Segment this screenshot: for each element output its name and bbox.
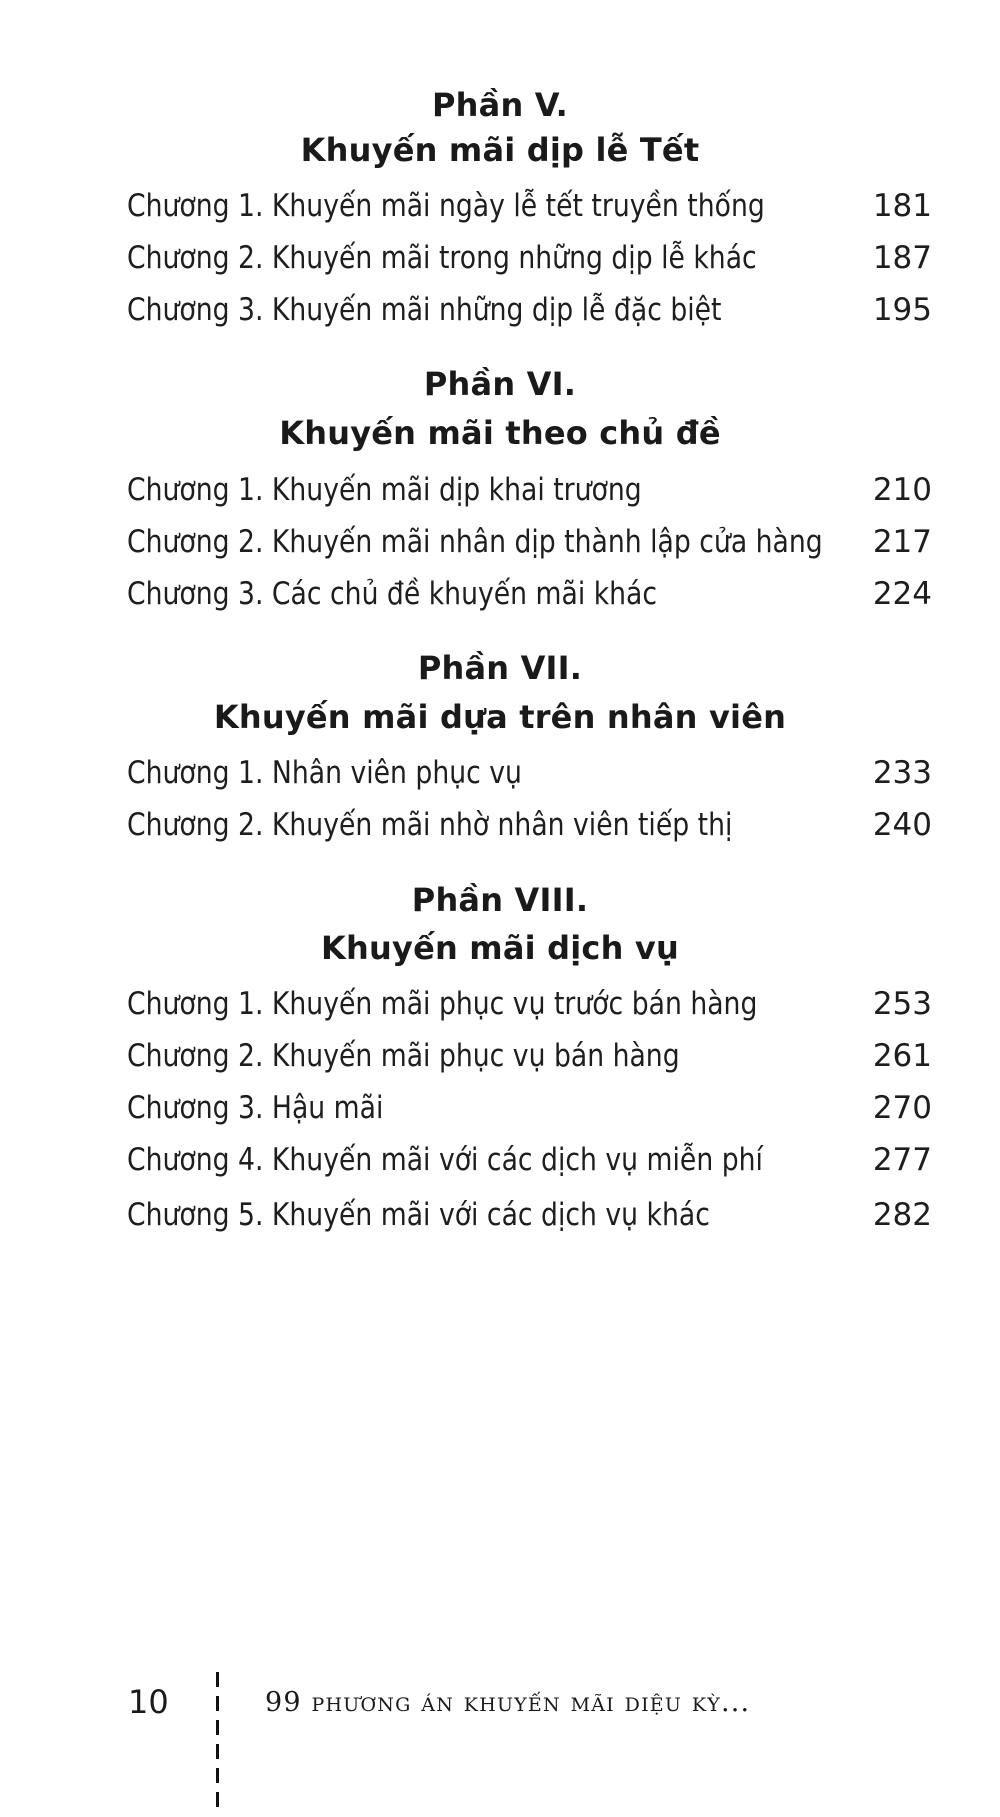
toc-entry[interactable] xyxy=(127,472,932,516)
toc-entry-label: Chương 3. Khuyến mãi những dịp lễ đặc biệt xyxy=(127,292,722,328)
toc-entry-label: Chương 1. Khuyến mãi dịp khai trương xyxy=(127,472,642,508)
toc-entry-label: Chương 4. Khuyến mãi với các dịch vụ miễn phí xyxy=(127,1142,763,1178)
toc-entry[interactable] xyxy=(127,240,932,284)
toc-entry-label: Chương 1. Khuyến mãi phục vụ trước bán hàng xyxy=(127,986,758,1022)
toc-entry-label: Chương 2. Khuyến mãi phục vụ bán hàng xyxy=(127,1038,680,1074)
toc-entry-page: 240 xyxy=(872,807,932,843)
toc-entry[interactable] xyxy=(127,807,932,851)
toc-entry-label: Chương 1. Nhân viên phục vụ xyxy=(127,755,522,791)
part-8-subtitle: Khuyến mãi dịch vụ xyxy=(321,929,679,967)
toc-entry-page: 181 xyxy=(872,188,932,224)
toc-entry[interactable] xyxy=(127,986,932,1030)
toc-entry[interactable] xyxy=(127,576,932,620)
toc-entry[interactable] xyxy=(127,1197,932,1241)
toc-entry-page: 277 xyxy=(872,1142,932,1178)
toc-entry[interactable] xyxy=(127,1038,932,1082)
toc-entry-label: Chương 5. Khuyến mãi với các dịch vụ khác xyxy=(127,1197,710,1233)
toc-entry-page: 233 xyxy=(872,755,932,791)
toc-entry-page: 217 xyxy=(872,524,932,560)
running-book-title: 99 phương án khuyến mãi diệu kỳ... xyxy=(265,1687,751,1718)
page-number: 10 xyxy=(128,1683,169,1721)
toc-entry[interactable] xyxy=(127,292,932,336)
toc-entry-label: Chương 2. Khuyến mãi trong những dịp lễ khác xyxy=(127,240,757,276)
toc-entry-label: Chương 2. Khuyến mãi nhờ nhân viên tiếp thị xyxy=(127,807,733,843)
part-7-subtitle: Khuyến mãi dựa trên nhân viên xyxy=(213,698,787,736)
toc-entry[interactable] xyxy=(127,188,932,232)
toc-entry-page: 224 xyxy=(872,576,932,612)
toc-entry-page: 282 xyxy=(872,1197,932,1233)
part-5-title: Phần V. xyxy=(432,86,568,124)
toc-entry[interactable] xyxy=(127,1142,932,1186)
part-7-title: Phần VII. xyxy=(417,649,583,687)
toc-entry-label: Chương 2. Khuyến mãi nhân dịp thành lập cửa hàng xyxy=(127,524,823,560)
part-6-subtitle: Khuyến mãi theo chủ đề xyxy=(279,414,721,452)
toc-entry[interactable] xyxy=(127,524,932,568)
toc-entry-page: 187 xyxy=(872,240,932,276)
toc-entry-page: 270 xyxy=(872,1090,932,1126)
toc-entry-label: Chương 3. Hậu mãi xyxy=(127,1090,384,1126)
footer-divider xyxy=(216,1672,220,1817)
part-8-title: Phần VIII. xyxy=(411,881,589,919)
toc-entry[interactable] xyxy=(127,1090,932,1134)
toc-entry-page: 210 xyxy=(872,472,932,508)
toc-entry-page: 261 xyxy=(872,1038,932,1074)
toc-entry[interactable] xyxy=(127,755,932,799)
toc-entry-label: Chương 1. Khuyến mãi ngày lễ tết truyền thống xyxy=(127,188,765,224)
part-5-subtitle: Khuyến mãi dịp lễ Tết xyxy=(300,131,700,169)
toc-entry-page: 253 xyxy=(872,986,932,1022)
toc-entry-label: Chương 3. Các chủ đề khuyến mãi khác xyxy=(127,576,658,612)
toc-entry-page: 195 xyxy=(872,292,932,328)
part-6-title: Phần VI. xyxy=(423,365,577,403)
